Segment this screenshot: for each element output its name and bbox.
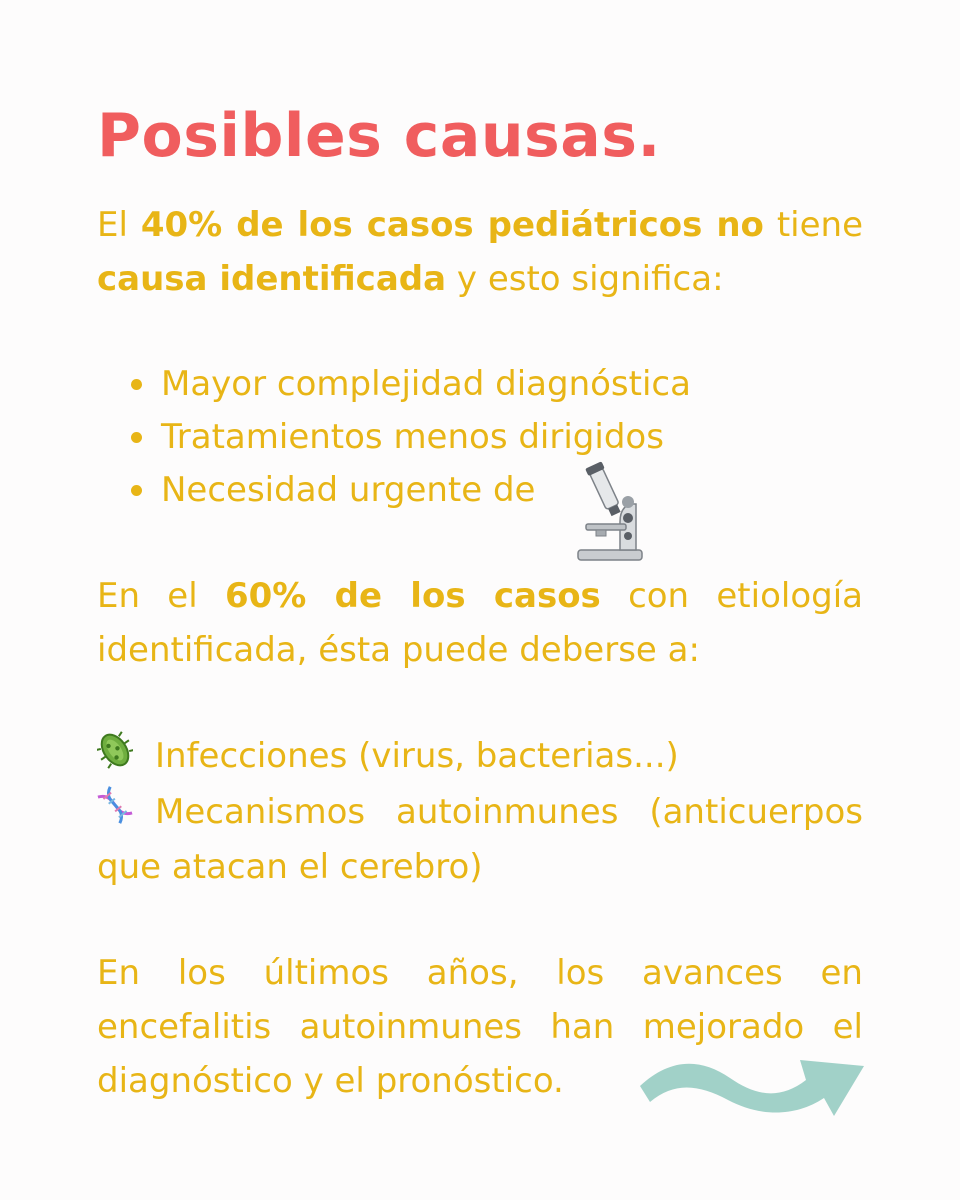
intro-bold-2: causa identificada [97, 259, 447, 299]
intro-paragraph [97, 198, 863, 306]
consequences-list [97, 358, 863, 517]
list-item [131, 358, 863, 411]
cause-autoimmune-text: Mecanismos autoinmunes (anticuerpos que atacan el cerebro) [97, 791, 863, 887]
microscope-icon [576, 460, 646, 568]
etiology-text-2: con etiología identificada, ésta puede deberse a: [97, 576, 863, 670]
etiology-paragraph [97, 569, 863, 677]
list-item-text: Necesidad urgente de [161, 470, 536, 510]
dna-icon [97, 786, 133, 840]
bullet-dot [131, 432, 142, 443]
intro-bold-1: 40% de los casos pediátricos no [140, 205, 764, 245]
page-title: Posibles causas. [97, 101, 661, 171]
intro-text-1: El [97, 205, 141, 245]
microbe-icon [97, 731, 133, 785]
list-item-text: Tratamientos menos dirigidos [161, 417, 664, 457]
slide-content [97, 96, 863, 1108]
bullet-dot [131, 379, 142, 390]
next-arrow-icon[interactable] [638, 1052, 866, 1124]
list-item [131, 464, 863, 517]
intro-text-3: y esto significa: [446, 259, 724, 299]
list-item [131, 411, 863, 464]
list-item-text: Mayor complejidad diagnóstica [161, 364, 691, 404]
cause-infections [97, 729, 863, 894]
intro-text-2: tiene [763, 205, 863, 245]
etiology-bold: 60% de los casos [224, 576, 601, 616]
closing-paragraph: En los últimos años, los avances en encefalitis autoinmunes han mejorado el diagnóstico y el pronóstico. [97, 953, 863, 1101]
cause-infections-text: Infecciones (virus, bacterias...) [155, 736, 679, 776]
bullet-dot [131, 485, 142, 496]
etiology-text-1: En el [97, 576, 225, 616]
